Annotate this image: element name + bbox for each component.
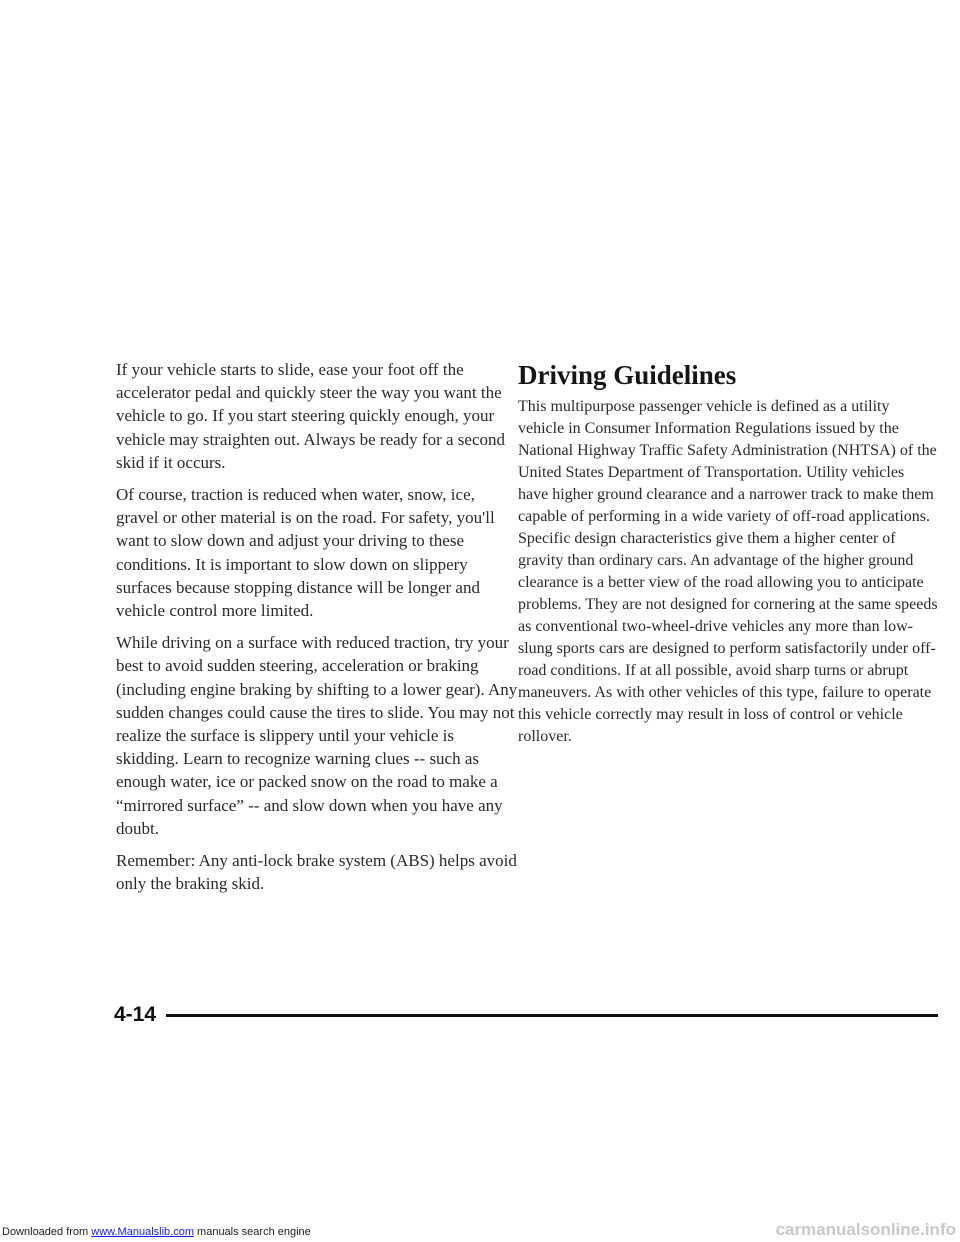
left-column (116, 358, 518, 904)
paragraph-driving-guidelines: This multipurpose passenger vehicle is defined as a utility vehicle in Consumer Information Regulations issued by the National Highway Traffic Safety Administration (NHTSA) of the United States Department of Transportation. Utility vehicles have higher ground clearance and a narrower track to make them capable of performing in a wide variety of off-road applications. Specific design characteristics give them a higher center of gravity than ordinary cars. An advantage of the higher ground clearance is a better view of the road allowing you to anticipate problems. They are not designed for cornering at the same speeds as conventional two-wheel-drive vehicles any more than low-slung sports cars are designed to perform satisfactorily under off-road conditions. If at all possible, avoid sharp turns or abrupt maneuvers. As with other vehicles of this type, failure to operate this vehicle correctly may result in loss of control or vehicle rollover. (518, 398, 938, 745)
paragraph-reduced-traction: Of course, traction is reduced when water, snow, ice, gravel or other material is on the road. For safety, you'll want to slow down and adjust your driving to these conditions. It is important to slow down on slippery surfaces because stopping distance will be longer and vehicle control more limited. (116, 485, 495, 621)
page-number: 4-14 (114, 1003, 157, 1026)
manualslib-link[interactable]: www.Manualslib.com (91, 1226, 194, 1238)
paragraph-abs-reminder: Remember: Any anti-lock brake system (ABS) helps avoid only the braking skid. (116, 851, 517, 894)
paragraph-avoid-sudden-changes: While driving on a surface with reduced traction, try your best to avoid sudden steering, acceleration or braking (including engine braking by shifting to a lower gear). Any sudden changes could cause the tires to slide. You may not realize the surface is slippery until your vehicle is skidding. Learn to recognize warning clues -- such as enough water, ice or packed snow on the road to make a “mirrored surface” -- and slow down when you have any doubt. (116, 633, 518, 838)
watermark: carmanualsonline.info (775, 1220, 956, 1239)
right-column (518, 360, 938, 757)
page-footer (114, 1000, 938, 1030)
paragraph-skid-recovery: If your vehicle starts to slide, ease your foot off the accelerator pedal and quickly steer the way you want the vehicle to go. If you start steering quickly enough, your vehicle may straighten out. Always be ready for a second skid if it occurs. (116, 360, 505, 472)
download-banner (2, 1226, 311, 1238)
banner-prefix: Downloaded from (2, 1226, 92, 1238)
section-heading: Driving Guidelines (518, 360, 737, 390)
footer-rule (166, 1014, 938, 1017)
banner-suffix: manuals search engine (193, 1226, 311, 1238)
